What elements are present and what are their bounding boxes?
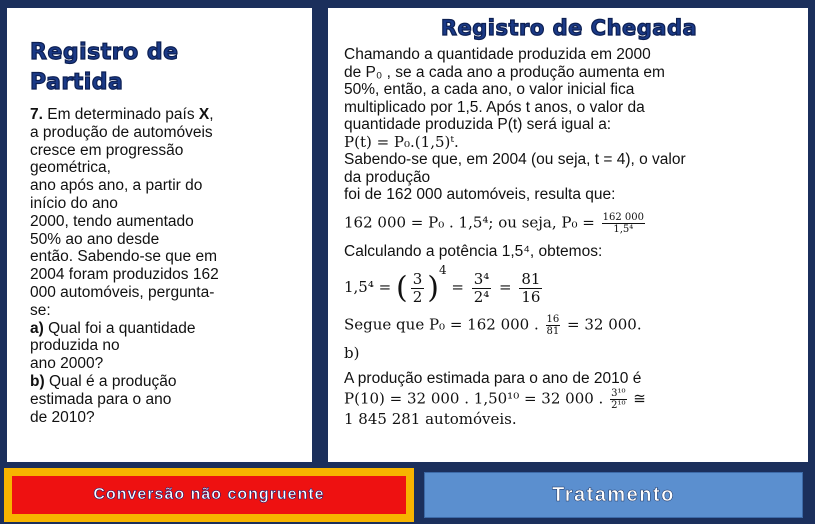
problem-statement: 7. Em determinado país X, a produção de automóveis cresce em progressão geométrica, ano após ano, a partir do início do ano 2000, tendo aumentado 50% ao ano desde então. Sabendo-se que em 2004 foram produzidos 162 000 automóveis, pergunta- se: a) Qual foi a quantidade produzida no ano 2000? b) Qual é a produção estimada para o ano de 2010? [30, 106, 298, 426]
equation-p0: 162 000 = P₀ . 1,5⁴; ou seja, P₀ = $\frac{162 000}{\text{1,5⁴}}$ [344, 211, 644, 235]
growth-formula: P(t) = P₀.(1,5)ᵗ. [344, 132, 459, 151]
arrival-register-title: Registro de Chegada [440, 16, 698, 40]
non-congruent-conversion-button[interactable] [4, 468, 414, 522]
final-result: 1 845 281 automóveis. [344, 409, 517, 428]
power-equation: 1,5⁴ = ( $\frac{3}{2}$ )$^4$ = $\frac{\text{3⁴}}{\text{2⁴}}$ = $\frac{81}{16}$ [344, 263, 541, 306]
starting-register-panel [7, 8, 312, 462]
treatment-button[interactable]: Tratamento [424, 472, 803, 518]
part-b-label: b) [344, 343, 360, 362]
arrival-register-panel [328, 8, 808, 462]
question-a: a) Qual foi a quantidade [30, 319, 196, 337]
equation-result-p0: Segue que P₀ = 162 000 . $\frac{16}{81}$ = 32 000. [344, 313, 642, 337]
starting-register-title: Registro de Partida [30, 40, 179, 95]
equation-2010: P(10) = 32 000 . 1,50¹⁰ = 32 000 . $\frac{\text{3¹⁰}}{\text{2¹⁰}}$ ≅ [344, 387, 646, 411]
non-congruent-conversion-label: Conversão não congruente [12, 476, 406, 514]
question-b: b) Qual é a produção [30, 372, 177, 390]
solution-text: Chamando a quantidade produzida em 2000 de P₀ , se a cada ano a produção aumenta em 50%, então, a cada ano, o valor inicial fica multiplicado por 1,5. Após t anos, o valor da quantidade produzida P(t) será igual a: P(t) = P₀.(1,5)ᵗ. Sabendo-se que, em 2004 (ou seja, t = 4), o valor da produção foi de 162 000 automóveis, resulta que: 162 000 = P₀ . 1,5⁴; ou seja, P₀ = $\frac{162 000}{\text{1,5⁴}}$ Calculando a potência 1,5⁴, obtemos: 1,5⁴ = ( $\frac{3}{2}$ )$^4$ = $\frac{\text{3⁴}}{\text{2⁴}}$ = $\frac{81}{16}$ Segue que P₀ = 162 000 . $\frac{16}{81}$ = 32 000. b) A produção estimada para o ano de 2010 é P(10) = 32 000 . 1,50¹⁰ = 32 000 . $\frac{\text{3¹⁰}}{\text{2¹⁰}}$ ≅ 1 845 281 automóveis. [344, 46, 794, 428]
